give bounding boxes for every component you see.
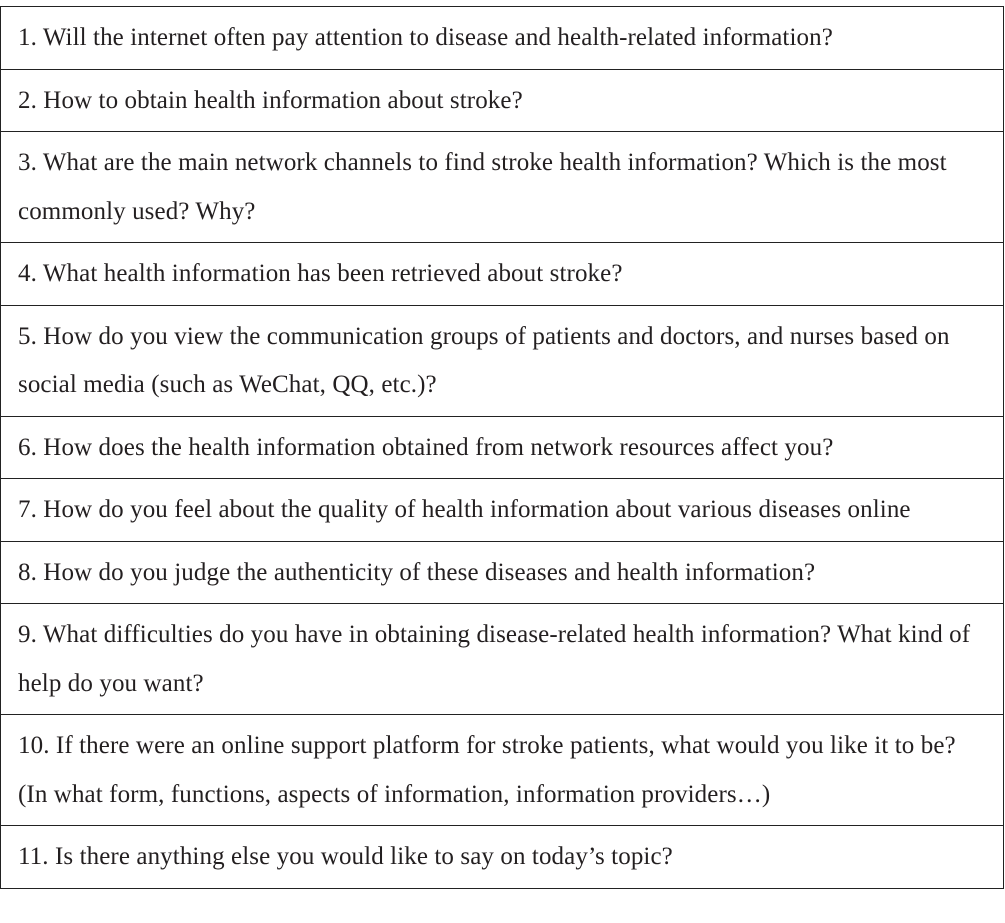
question-cell: 7. How do you feel about the quality of health information about various diseases online [1,479,1004,542]
table-row [1,69,1004,132]
question-cell: 6. How does the health information obtained from network resources affect you? [1,416,1004,479]
interview-questions-table [0,6,1004,889]
table-row [1,7,1004,70]
question-cell: 5. How do you view the communication groups of patients and doctors, and nurses based on social media (such as WeChat, QQ, etc.)? [1,305,1004,416]
question-cell: 9. What difficulties do you have in obtaining disease-related health information? What kind of help do you want? [1,604,1004,715]
table-row [1,243,1004,306]
table-row [1,416,1004,479]
question-cell: 4. What health information has been retrieved about stroke? [1,243,1004,306]
question-cell: 10. If there were an online support platform for stroke patients, what would you like it to be? (In what form, functions, aspects of information, information providers…) [1,715,1004,826]
table-row [1,541,1004,604]
question-cell: 3. What are the main network channels to find stroke health information? Which is the most commonly used? Why? [1,132,1004,243]
question-cell: 11. Is there anything else you would like to say on today’s topic? [1,826,1004,889]
table-row [1,305,1004,416]
table-row [1,826,1004,889]
table-row [1,715,1004,826]
table-row [1,479,1004,542]
question-cell: 2. How to obtain health information about stroke? [1,69,1004,132]
question-cell: 1. Will the internet often pay attention to disease and health-related information? [1,7,1004,70]
table-row [1,132,1004,243]
question-cell: 8. How do you judge the authenticity of these diseases and health information? [1,541,1004,604]
table-row [1,604,1004,715]
